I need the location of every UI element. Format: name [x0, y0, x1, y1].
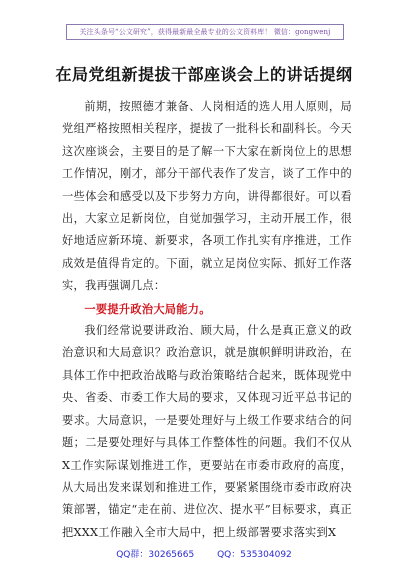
qq-group: QQ群：30265665: [116, 550, 195, 560]
promo-banner: 关注头条号“公文研究”，获得最新最全最专业的公文资料库！ 微信：gongwenj: [66, 24, 344, 40]
page-footer: [0, 547, 408, 560]
paragraph-intro: 前期，按照德才兼备、人岗相适的选人用人原则，局党组严格按照相关程序，提拔了一批科长和副科长。今天这次座谈会，主要目的是了解一下大家在新岗位上的思想工作情况，刚才，部分干部代表作了发言，谈了工作中的一些体会和感受以及下步努力方向，讲得都很好。可以看出，大家立足新岗位，自觉加强学习，主动开展工作，很好地适应新环境、新要求，各项工作扎实有序推进，工作成效是值得肯定的。下面，就立足岗位实际、抓好工作落实，我再强调几点：: [62, 100, 352, 293]
section-heading: 一要提升政治大局能力。: [84, 301, 211, 316]
paragraph-political: 我们经常说要讲政治、顾大局，什么是真正意义的政治意识和大局意识？政治意识，就是旗帜鲜明讲政治，在具体工作中把政治战略与政治策略结合起来，既体现党中央、省委、市委工作大局的要求，又体现习近平总书记的要求。大局意识，一是要处理好与上级工作要求结合的问题；二是要处理好与具体工作整体性的问题。我们不仅从X工作实际谋划推进工作，更要站在市委市政府的高度，从大局出发来谋划和推进工作，要紧紧围绕市委市政府决策部署，锚定“走在前、进位次、提水平”目标要求，真正把XXX工作融入全市大局中，把上级部署要求落实到X: [62, 324, 352, 539]
document-body: [62, 96, 352, 544]
qq-number: QQ：535304092: [217, 550, 292, 560]
document-title: 在局党组新提拔干部座谈会上的讲话提纲: [55, 65, 353, 84]
